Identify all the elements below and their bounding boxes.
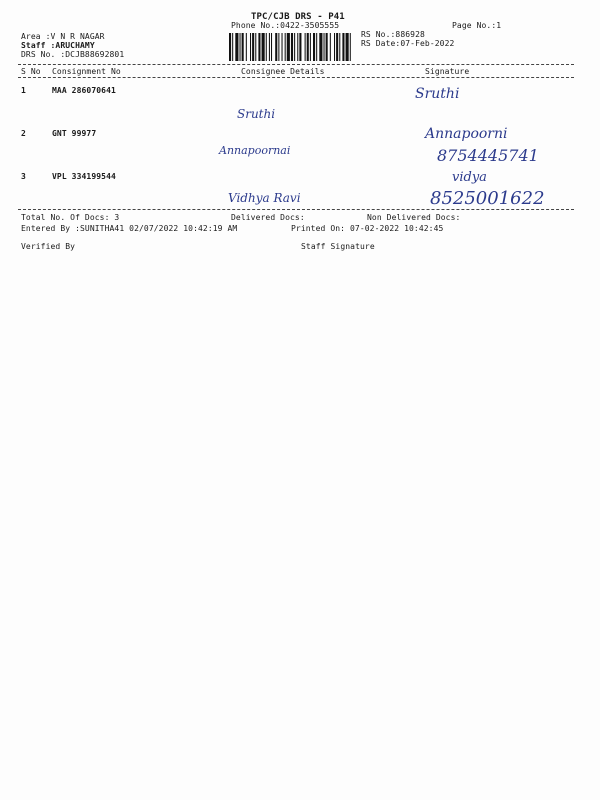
barcode-bar (334, 33, 335, 61)
barcode-bar (252, 33, 254, 61)
row-2-consignee: Annapoornai (219, 144, 291, 157)
verified-by-label: Verified By (21, 242, 76, 251)
barcode-bar (242, 33, 244, 61)
barcode-bar (339, 33, 340, 61)
row-1-signature: Sruthi (415, 86, 460, 102)
non-delivered-docs: Non Delivered Docs: (367, 213, 461, 222)
staff-label: Staff :ARUCHAMY (21, 41, 95, 50)
barcode-bar (336, 33, 338, 61)
printed-on: Printed On: 07-02-2022 10:42:45 (291, 224, 444, 233)
barcode-bar (310, 33, 311, 61)
barcode-bar (299, 33, 301, 61)
total-docs: Total No. Of Docs: 3 (21, 213, 120, 222)
divider-header (18, 77, 574, 78)
barcode-bar (346, 33, 349, 61)
barcode-bar (229, 33, 231, 61)
barcode-bar (287, 33, 290, 61)
barcode-bar (291, 33, 293, 61)
barcode-bar (232, 33, 233, 61)
divider-bottom (18, 209, 574, 210)
row-1-consignment: MAA 286070641 (52, 86, 116, 95)
barcode-bar (235, 33, 238, 61)
row-3-sno: 3 (21, 172, 26, 181)
barcode-bar (297, 33, 298, 61)
barcode-bar (246, 33, 247, 61)
barcode-bar (255, 33, 256, 61)
column-header-sno: S No (21, 67, 41, 76)
barcode-bar (250, 33, 251, 61)
divider-top (18, 64, 574, 65)
staff-signature-label: Staff Signature (301, 242, 375, 251)
row-3-consignment: VPL 334199544 (52, 172, 116, 181)
report-title: TPC/CJB DRS - P41 (251, 12, 345, 22)
rs-number: RS No.:886928 (361, 30, 425, 39)
barcode-bar (326, 33, 328, 61)
row-3-signature: vidya (452, 170, 487, 185)
barcode-bar (330, 33, 331, 61)
barcode-bar (316, 33, 317, 61)
row-1-consignee: Sruthi (237, 107, 276, 121)
barcode-bar (307, 33, 309, 61)
row-2-signature-phone: 8754445741 (437, 146, 539, 165)
barcode-bar (305, 33, 306, 61)
column-header-consignee: Consignee Details (241, 67, 325, 76)
barcode-bar (266, 33, 267, 61)
barcode-bar (262, 33, 265, 61)
barcode-bar (319, 33, 322, 61)
barcode-bar (278, 33, 279, 61)
row-2-consignment: GNT 99977 (52, 129, 97, 138)
row-2-signature: Annapoorni (425, 126, 508, 142)
barcode-bar (324, 33, 325, 61)
barcode-bar (294, 33, 295, 61)
row-3-consignee: Vidhya Ravi (228, 191, 301, 205)
barcode-bar (275, 33, 277, 61)
drs-number: DRS No. :DCJB88692801 (21, 50, 125, 59)
delivered-docs: Delivered Docs: (231, 213, 305, 222)
barcode-bar (285, 33, 286, 61)
column-header-consignment: Consignment No (52, 67, 121, 76)
barcode-bar (258, 33, 260, 61)
barcode-bar (271, 33, 272, 61)
row-3-signature-phone: 8525001622 (430, 188, 545, 209)
column-header-signature: Signature (425, 67, 470, 76)
area-label: Area :V N R NAGAR (21, 32, 105, 41)
entered-by: Entered By :SUNITHA41 02/07/2022 10:42:19 AM (21, 224, 238, 233)
row-1-sno: 1 (21, 86, 26, 95)
rs-date: RS Date:07-Feb-2022 (361, 39, 455, 48)
barcode-bar (282, 33, 283, 61)
phone-number: Phone No.:0422-3505555 (231, 21, 340, 30)
barcode-bar (313, 33, 315, 61)
barcode-bar (240, 33, 241, 61)
page-number: Page No.:1 (452, 21, 502, 30)
barcode-bar (342, 33, 344, 61)
barcode-bar (269, 33, 270, 61)
barcode-bar (350, 33, 351, 61)
barcode (229, 33, 351, 61)
row-2-sno: 2 (21, 129, 26, 138)
